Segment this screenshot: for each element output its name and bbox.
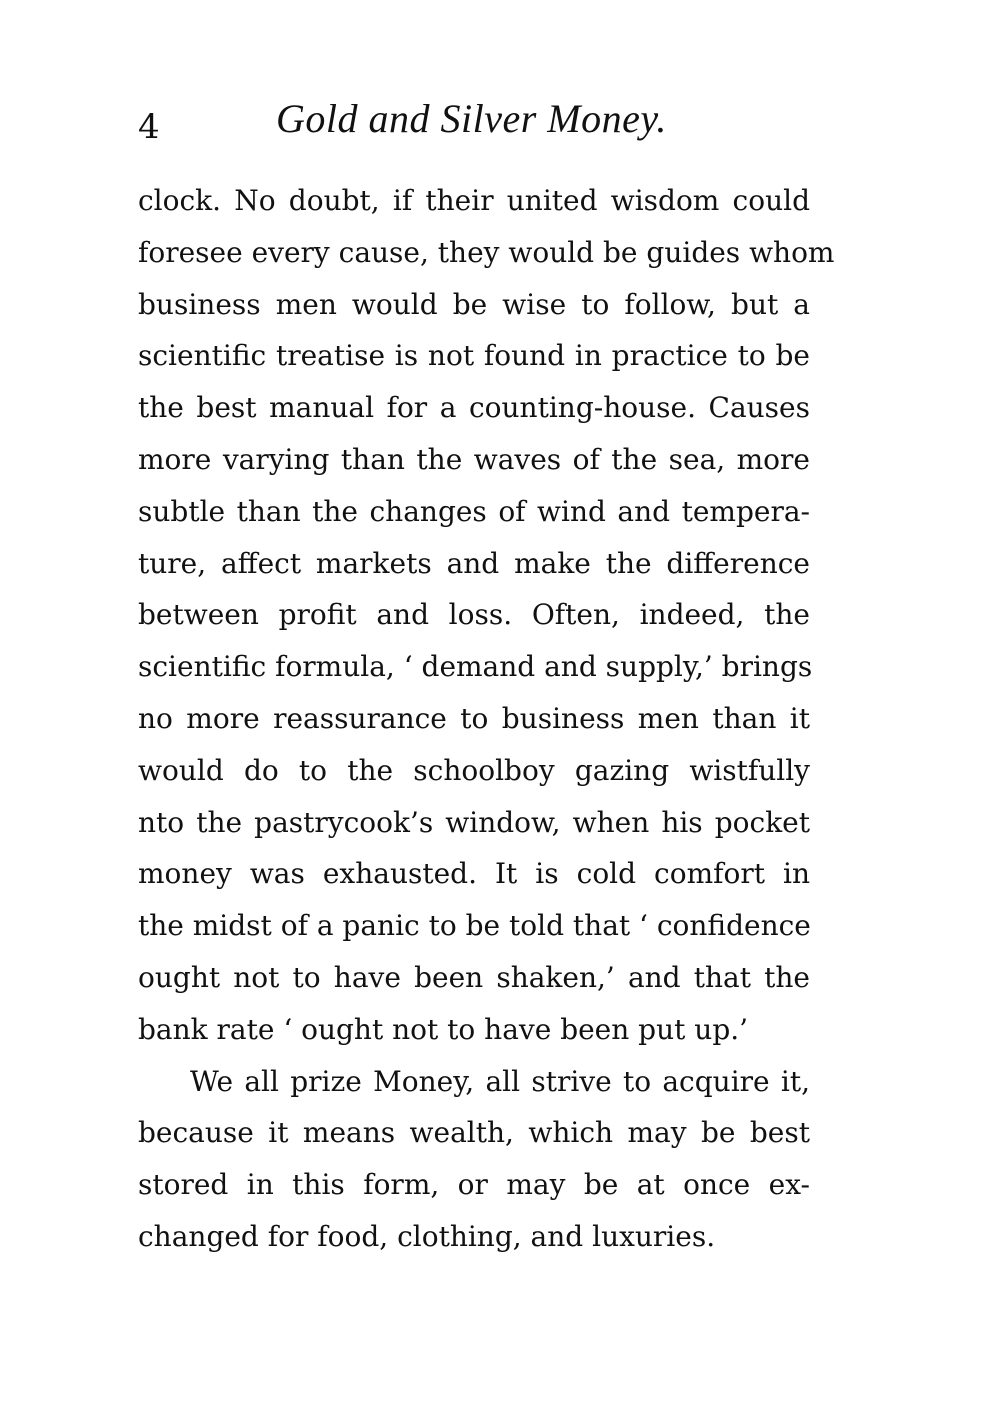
text-line: We all prize Money, all strive to acquire it, (190, 1064, 810, 1098)
text-line: no more reassurance to business men than it (138, 701, 810, 735)
text-line: nto the pastrycook’s window, when his pocket (138, 805, 810, 839)
text-line: the best manual for a counting-house. Causes (138, 391, 810, 425)
text-line: foresee every cause, they would be guides whom (138, 235, 835, 269)
paragraph (138, 175, 835, 1056)
text-line: scientific treatise is not found in practice to be (138, 339, 810, 373)
text-line: scientific formula, ‘ demand and supply,’ brings (138, 650, 813, 684)
text-line: subtle than the changes of wind and tempera- (138, 494, 810, 528)
text-line: ture, affect markets and make the difference (138, 546, 810, 580)
paragraph (138, 1056, 810, 1263)
text-line: ought not to have been shaken,’ and that the (138, 960, 810, 994)
text-line: business men would be wise to follow, but a (138, 287, 810, 321)
text-line: bank rate ‘ ought not to have been put up.’ (138, 1012, 749, 1046)
text-line: clock. No doubt, if their united wisdom could (138, 184, 810, 217)
text-line: between profit and loss. Often, indeed, the (138, 598, 810, 632)
body-text (138, 175, 835, 1263)
text-line: changed for food, clothing, and luxuries. (138, 1219, 716, 1253)
text-line: the midst of a panic to be told that ‘ confidence (138, 909, 811, 943)
text-line: money was exhausted. It is cold comfort in (138, 857, 810, 891)
text-line: because it means wealth, which may be best (138, 1116, 810, 1150)
text-line: would do to the schoolboy gazing wistfully (138, 753, 810, 787)
text-line: stored in this form, or may be at once ex- (138, 1168, 810, 1202)
text-line: more varying than the waves of the sea, more (138, 442, 810, 476)
running-title: Gold and Silver Money. (276, 96, 667, 141)
page-number: 4 (138, 107, 160, 147)
running-head (138, 95, 818, 155)
